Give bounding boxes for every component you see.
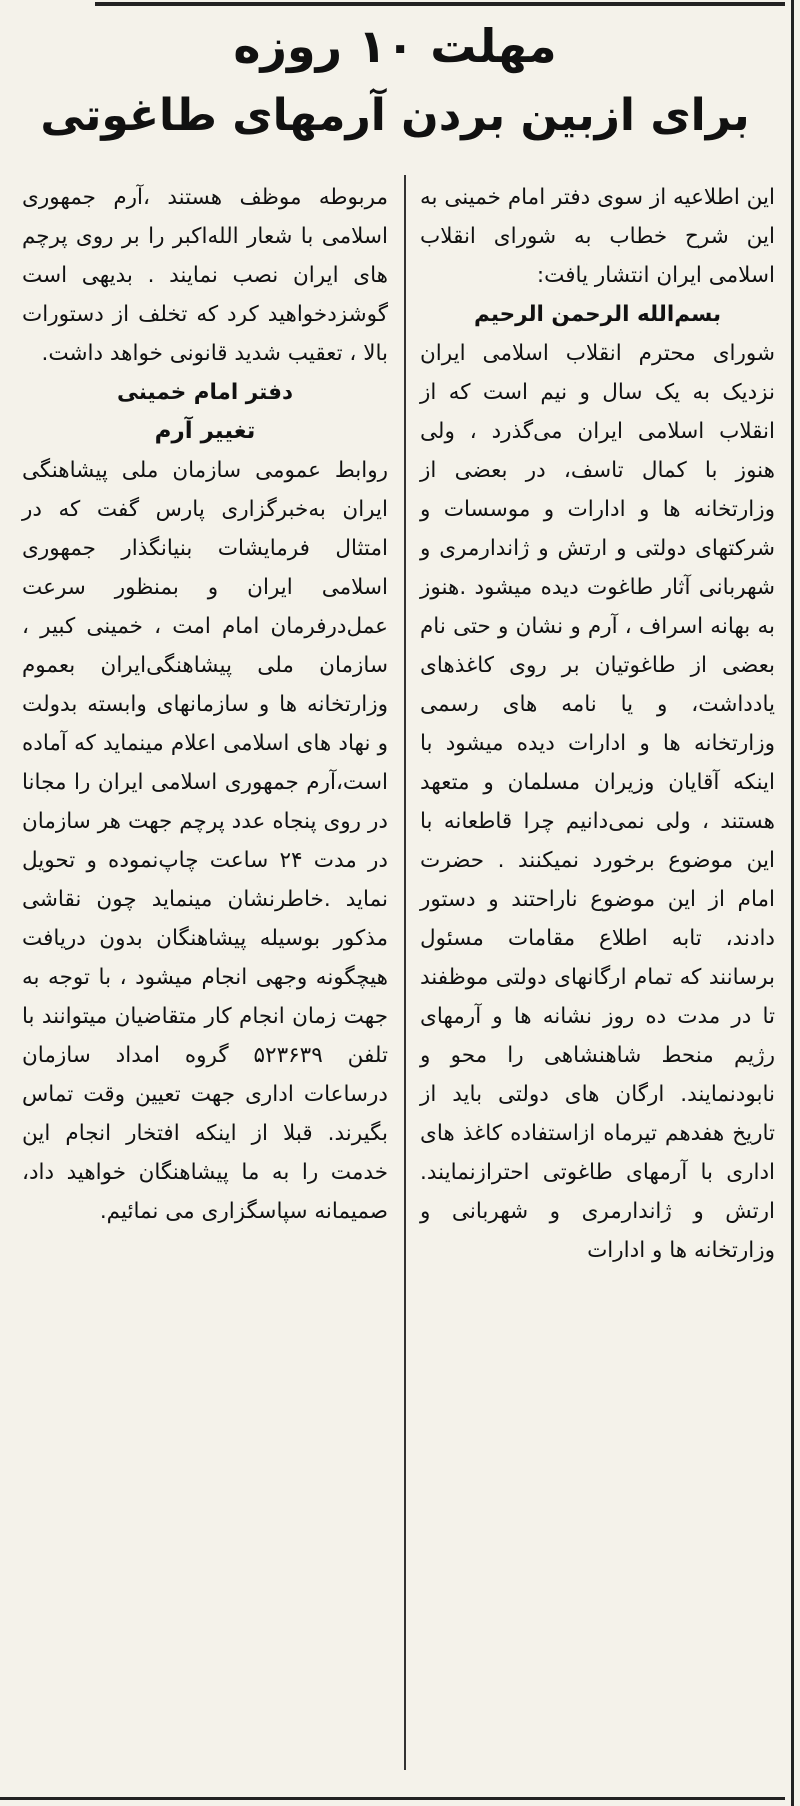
bottom-rule [0,1797,785,1800]
right-column [420,178,775,1270]
signature: دفتر امام خمینی [117,380,293,405]
headline [20,12,770,152]
top-rule [95,2,785,6]
letter-body: شورای محترم انقلاب اسلامی ایران نزدیک به یک سال و نیم است که از انقلاب اسلامی ایران می‌گذرد ، ولی هنوز با کمال تاسف، در بعضی از وزارتخانه ها و ادارات و موسسات و شرکتهای دولتی و ارتش و ژاندارمری و شهربانی آثار طاغوت دیده میشود .هنوز به بهانه اسراف ، آرم و نشان و حتی نام بعضی از طاغوتیان بر روی کاغذهای یادداشت، و یا نامه های رسمی وزارتخانه ها و ادارات دیده میشود با اینکه آقایان وزیران مسلمان و متعهد هستند ، ولی نمی‌دانیم چرا قاطعانه با این موضوع برخورد نمیکنند . حضرت امام از این موضوع ناراحتند و دستور دادند، تابه اطلاع مقامات مسئول برسانند که تمام ارگانهای دولتی موظفند تا در مدت ده روز نشانه ها و آرمهای رژیم منحط شاهنشاهی را محو و نابودنمایند. ارگان های دولتی باید از تاریخ هفدهم تیرماه ازاستفاده کاغذ های اداری با آرمهای طاغوتی احترازنمایند. ارتش و ژاندارمری و شهربانی و وزارتخانه ها و ادارات [420,341,775,1263]
headline-line-1: مهلت ۱۰ روزه [233,19,557,73]
letter-continuation: مربوطه موظف هستند ،آرم جمهوری اسلامی با شعار الله‌اکبر را بر روی پرچم های ایران نصب نمایند . بدیهی است گوشزدخواهید کرد که تخلف از دستورات بالا ، تعقیب شدید قانونی خواهد داشت. [22,185,388,366]
logo-change-article: روابط عمومی سازمان ملی پیشاهنگی ایران به‌خبرگزاری پارس گفت که در امتثال فرمایشات بنیانگذار جمهوری اسلامی ایران و بمنظور سرعت عمل‌درفرمان امام امت ، خمینی کبیر ، سازمان ملی پیشاهنگی‌ایران بعموم وزارتخانه ها و سازمانهای وابسته بدولت و نهاد های اسلامی اعلام مینماید که آماده است،آرم جمهوری اسلامی ایران را مجانا در روی پنجاه عدد پرچم جهت هر سازمان در مدت ۲۴ ساعت چاپ‌نموده و تحویل نماید .خاطرنشان مینماید چون نقاشی مذکور بوسیله پیشاهنگان بدون دریافت هیچگونه وجهی انجام میشود ، با توجه به جهت زمان انجام کار متقاضیان میتوانند با تلفن ۵۲۳۶۳۹ گروه امداد سازمان درساعات اداری جهت تعیین وقت تماس بگیرند. قبلا از اینکه افتخار انجام این خدمت را به ما پیشاهنگان خواهید داد، صمیمانه سپاسگزاری می نمائیم. [22,458,389,1224]
right-rule [791,0,794,1806]
column-divider [404,175,406,1770]
left-column [22,178,388,1231]
basmala: بسم‌الله الرحمن الرحیم [473,302,722,327]
intro-paragraph: این اطلاعیه از سوی دفتر امام خمینی به این شرح خطاب به شورای انقلاب اسلامی ایران انتشار یافت: [420,185,775,288]
headline-line-2: برای ازبین بردن آرمهای طاغوتی [40,90,750,141]
subheading: تغییر آرم [154,418,256,444]
